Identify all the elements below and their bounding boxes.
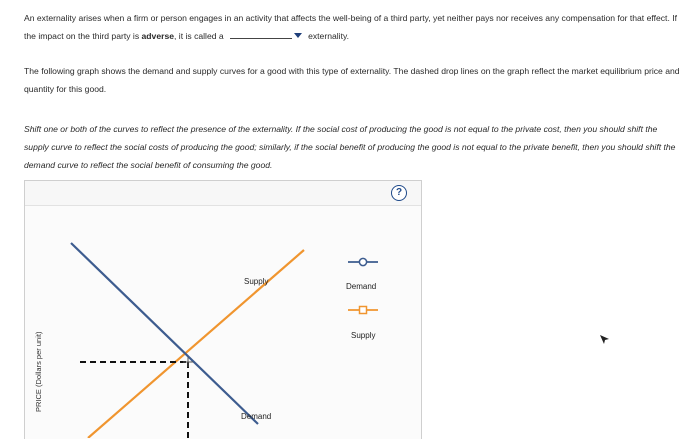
supply-tool-square-icon — [360, 307, 367, 314]
demand-curve[interactable] — [71, 243, 258, 424]
help-icon[interactable]: ? — [391, 185, 407, 201]
demand-tool-label[interactable]: Demand — [346, 282, 377, 291]
supply-tool[interactable] — [348, 307, 378, 314]
demand-tool-circle-icon — [359, 258, 366, 265]
supply-tool-label[interactable]: Supply — [351, 331, 376, 340]
demand-curve-label: Demand — [241, 412, 272, 421]
mouse-cursor-icon — [599, 334, 611, 346]
supply-curve-label: Supply — [244, 277, 269, 286]
demand-tool[interactable] — [348, 258, 378, 265]
y-axis-label: PRICE (Dollars per unit) — [34, 331, 43, 412]
supply-curve[interactable] — [88, 250, 304, 438]
question-paragraph-1: An externality arises when a firm or person engages in an activity that affects the well-being of a third party, yet neither pays nor receives any compensation for that effect. If the impact on the third party is adverse, it is called a externality. — [24, 13, 677, 41]
question-paragraph-2: The following graph shows the demand and supply curves for a good with this type of externality. The dashed drop lines on the graph reflect the market equilibrium price and quantity for this good. — [24, 66, 680, 94]
instructions-paragraph: Shift one or both of the curves to reflect the presence of the externality. If the social cost of producing the good is not equal to the private cost, then you should shift the supply curve to reflect the social costs of producing the good; similarly, if the social benefit of producing the good is not equal to the private benefit, then you should shift the demand curve to reflect the social benefit of consuming the good. — [24, 124, 676, 170]
